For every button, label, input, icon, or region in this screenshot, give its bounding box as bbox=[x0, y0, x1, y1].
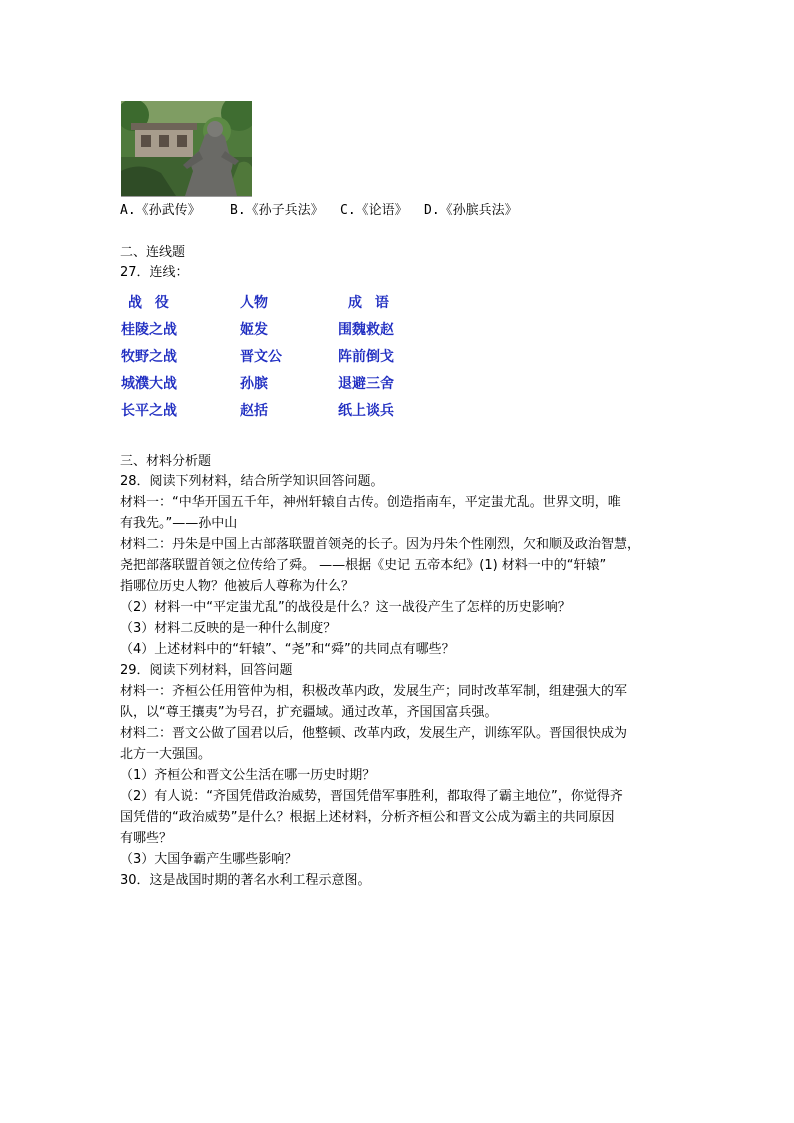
section-3-heading: 三、材料分析题 bbox=[120, 454, 212, 469]
text-line: （2）有人说：“齐国凭借政治威势，晋国凭借军事胜利，都取得了霸主地位”，你觉得齐 bbox=[120, 789, 623, 804]
text-line: 有我先。”——孙中山 bbox=[120, 516, 238, 531]
battle-item[interactable]: 长平之战 bbox=[121, 402, 177, 419]
idiom-item[interactable]: 阵前倒戈 bbox=[338, 348, 394, 365]
text-line: （3）大国争霸产生哪些影响？ bbox=[120, 852, 298, 867]
battle-item[interactable]: 牧野之战 bbox=[121, 348, 177, 365]
text-line: 29．阅读下列材料，回答问题 bbox=[120, 663, 293, 678]
option-b[interactable]: B.《孙子兵法》 bbox=[230, 203, 324, 218]
option-d[interactable]: D.《孙膑兵法》 bbox=[424, 203, 518, 218]
idiom-item[interactable]: 退避三舍 bbox=[338, 375, 394, 392]
option-c[interactable]: C.《论语》 bbox=[340, 203, 408, 218]
matching-header-row bbox=[121, 288, 468, 315]
text-line: 30．这是战国时期的著名水利工程示意图。 bbox=[120, 873, 371, 888]
text-line: 国凭借的“政治威势”是什么？根据上述材料，分析齐桓公和晋文公成为霸主的共同原因 bbox=[120, 810, 615, 825]
sun-wu-statue-photo bbox=[121, 101, 252, 197]
person-item[interactable]: 孙膑 bbox=[240, 375, 268, 392]
matching-row bbox=[121, 342, 468, 369]
header-idiom: 成 语 bbox=[348, 294, 393, 311]
text-line: 北方一大强国。 bbox=[120, 747, 212, 762]
person-item[interactable]: 晋文公 bbox=[240, 348, 282, 365]
text-line: 队，以“尊王攘夷”为号召，扩充疆域。通过改革，齐国国富兵强。 bbox=[120, 705, 498, 720]
q27-prompt: 27．连线： bbox=[120, 265, 189, 280]
person-item[interactable]: 姬发 bbox=[240, 321, 268, 338]
matching-row bbox=[121, 396, 468, 423]
idiom-item[interactable]: 纸上谈兵 bbox=[338, 402, 394, 419]
text-line: 材料二：晋文公做了国君以后，他整顿、改革内政，发展生产，训练军队。晋国很快成为 bbox=[120, 726, 628, 741]
matching-row bbox=[121, 315, 468, 342]
text-line: （3）材料二反映的是一种什么制度？ bbox=[120, 621, 337, 636]
header-battle: 战 役 bbox=[128, 294, 173, 311]
matching-row bbox=[121, 369, 468, 396]
matching-table bbox=[121, 288, 468, 423]
text-line: （2）材料一中“平定蚩尤乱”的战役是什么？这一战役产生了怎样的历史影响？ bbox=[120, 600, 571, 615]
person-item[interactable]: 赵括 bbox=[240, 402, 268, 419]
battle-item[interactable]: 桂陵之战 bbox=[121, 321, 177, 338]
text-line: 28．阅读下列材料，结合所学知识回答问题。 bbox=[120, 474, 384, 489]
battle-item[interactable]: 城濮大战 bbox=[121, 375, 177, 392]
q26-options bbox=[120, 201, 680, 220]
text-line: 尧把部落联盟首领之位传给了舜。 ——根据《史记 五帝本纪》(1) 材料一中的“轩辕” bbox=[120, 558, 607, 573]
text-line: 材料一：“中华开国五千年，神州轩辕自古传。创造指南车，平定蚩尤乱。世界文明，唯 bbox=[120, 495, 621, 510]
section-2-heading: 二、连线题 bbox=[120, 245, 186, 260]
text-line: （1）齐桓公和晋文公生活在哪一历史时期？ bbox=[120, 768, 376, 783]
text-line: 材料一：齐桓公任用管仲为相，积极改革内政，发展生产；同时改革军制，组建强大的军 bbox=[120, 684, 628, 699]
option-a[interactable]: A.《孙武传》 bbox=[120, 203, 201, 218]
text-line: 材料二：丹朱是中国上古部落联盟首领尧的长子。因为丹朱个性刚烈，欠和顺及政治智慧， bbox=[120, 537, 641, 552]
header-person: 人物 bbox=[240, 294, 268, 311]
text-line: （4）上述材料中的“轩辕”、“尧”和“舜”的共同点有哪些？ bbox=[120, 642, 455, 657]
text-line: 指哪位历史人物？他被后人尊称为什么？ bbox=[120, 579, 355, 594]
statue-photo-drawing bbox=[121, 101, 252, 196]
text-line: 有哪些？ bbox=[120, 831, 173, 846]
idiom-item[interactable]: 围魏救赵 bbox=[338, 321, 394, 338]
